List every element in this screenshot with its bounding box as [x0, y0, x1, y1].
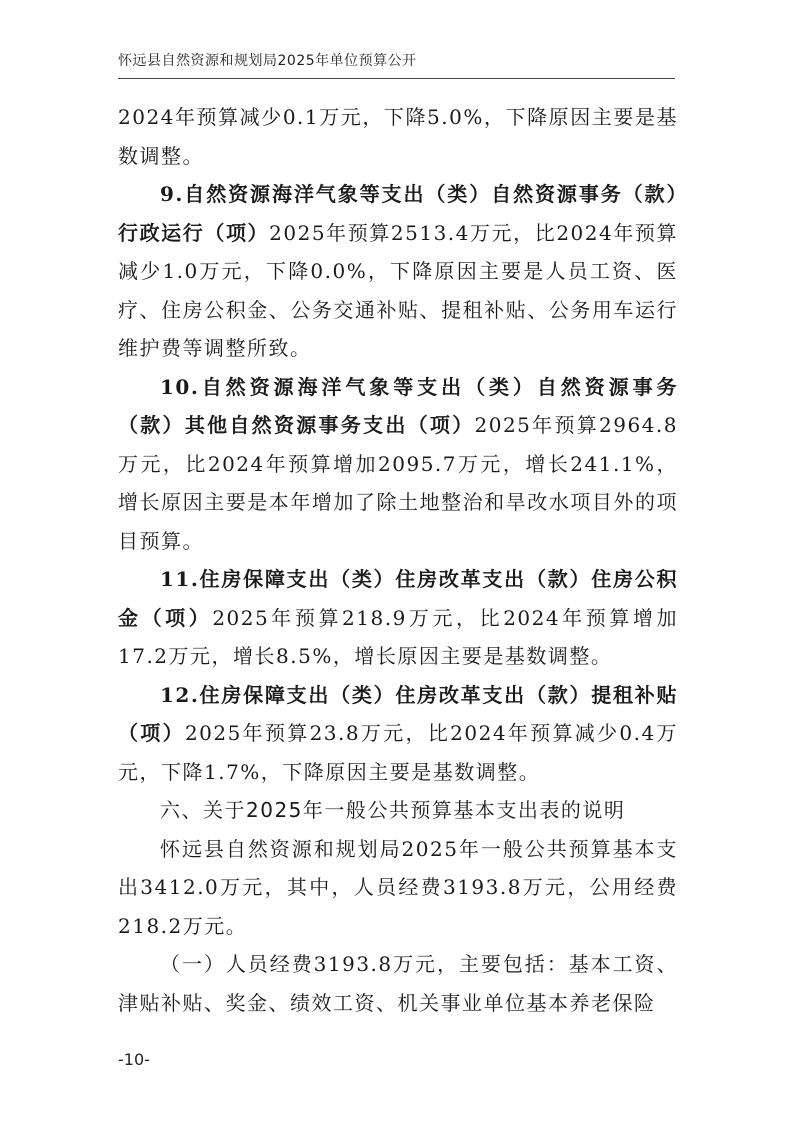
paragraph-item-9: [118, 175, 678, 368]
page-number: -10-: [118, 1050, 150, 1069]
paragraph-continuation: [118, 98, 678, 175]
item-heading: 9.自然资源海洋气象等支出（类）自然资源事务（款）行政运行（项）: [118, 182, 678, 245]
paragraph-text: （一）人员经费3193.8万元，主要包括：基本工资、津贴补贴、奖金、绩效工资、机关事业单位基本养老保险: [118, 952, 678, 1015]
paragraph-item-10: [118, 368, 678, 561]
item-text: 2025年预算2964.8万元，比2024年预算增加2095.7万元，增长241.1%，增长原因主要是本年增加了除土地整治和旱改水项目外的项目预算。: [118, 413, 679, 553]
item-text: 2025年预算23.8万元，比2024年预算减少0.4万元，下降1.7%，下降原因主要是基数调整。: [118, 721, 679, 784]
document-body: [118, 98, 678, 1022]
item-text: 2025年预算218.9万元，比2024年预算增加17.2万元，增长8.5%，增长原因主要是基数调整。: [118, 605, 678, 668]
header-divider: [118, 78, 675, 79]
item-heading: 10.自然资源海洋气象等支出（类）自然资源事务（款）其他自然资源事务支出（项）: [118, 374, 678, 437]
paragraph-item-11: [118, 560, 678, 676]
paragraph-item-12: [118, 676, 678, 792]
section-heading-6: [118, 791, 678, 830]
paragraph-summary: [118, 830, 678, 946]
paragraph-personnel: [118, 945, 678, 1022]
paragraph-text: 怀远县自然资源和规划局2025年一般公共预算基本支出3412.0万元，其中，人员经费3193.8万元，公用经费218.2万元。: [118, 836, 678, 938]
paragraph-text: 2024年预算减少0.1万元，下降5.0%，下降原因主要是基数调整。: [118, 105, 678, 168]
item-heading: 11.住房保障支出（类）住房改革支出（款）住房公积金（项）: [118, 567, 678, 630]
item-text: 2025年预算2513.4万元，比2024年预算减少1.0万元，下降0.0%，下降原因主要是人员工资、医疗、住房公积金、公务交通补贴、提租补贴、公务用车运行维护费等调整所致。: [118, 220, 679, 360]
section-title: 六、关于2025年一般公共预算基本支出表的说明: [160, 798, 626, 822]
item-heading: 12.住房保障支出（类）住房改革支出（款）提租补贴（项）: [118, 682, 678, 745]
document-header: 怀远县自然资源和规划局2025年单位预算公开: [118, 53, 417, 69]
